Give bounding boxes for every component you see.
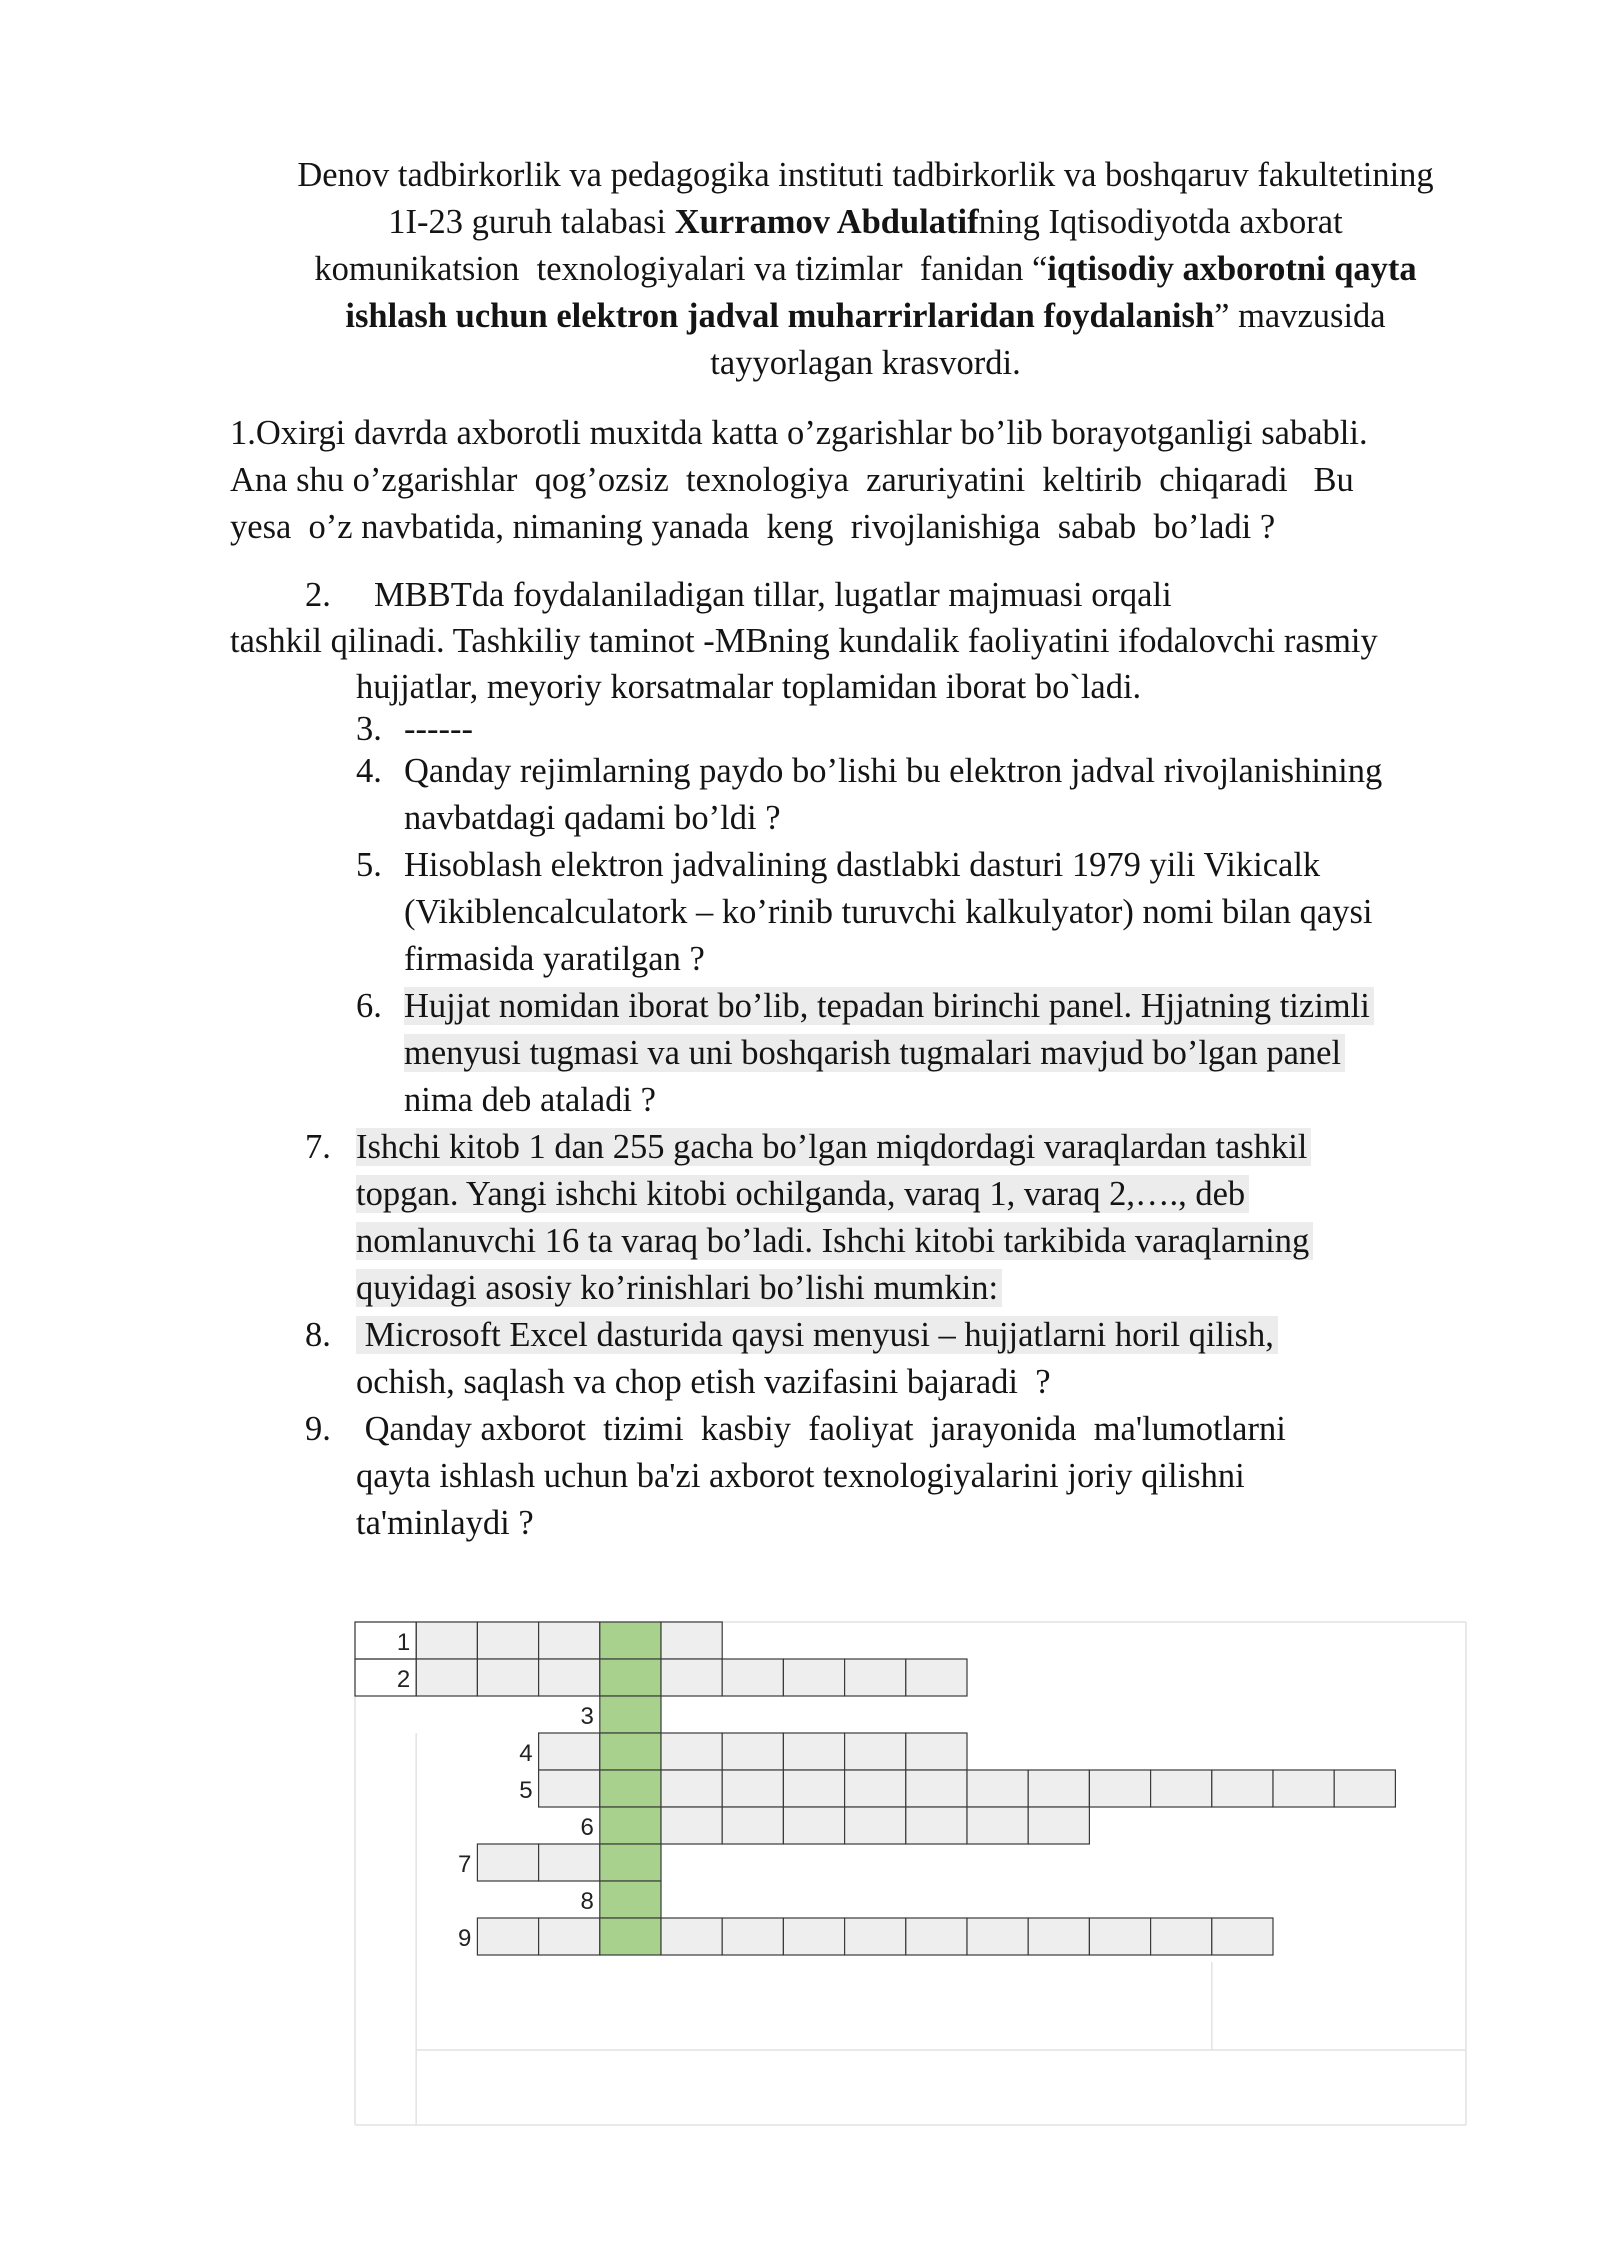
crossword-cell[interactable] <box>1089 1770 1150 1807</box>
question-3-number: 3. <box>356 710 382 748</box>
clue-number-cell <box>355 1659 416 1696</box>
clue-number-cell <box>539 1881 600 1918</box>
question-9-line: Qanday axborot tizimi kasbiy faoliyat jarayonida ma'lumotlarni <box>356 1410 1286 1448</box>
question-8-line: ochish, saqlash va chop etish vazifasini bajaradi ? <box>356 1363 1051 1401</box>
crossword-cell[interactable] <box>661 1918 722 1955</box>
crossword-key-cell[interactable] <box>600 1696 661 1733</box>
clue-number-cell <box>416 1844 477 1881</box>
crossword-cell[interactable] <box>539 1659 600 1696</box>
crossword-cell[interactable] <box>783 1659 844 1696</box>
crossword-cell[interactable] <box>661 1659 722 1696</box>
title-line-4 <box>0 293 1600 339</box>
crossword-cell[interactable] <box>661 1622 722 1659</box>
question-6-number: 6. <box>356 987 382 1025</box>
crossword-cell[interactable] <box>1212 1770 1273 1807</box>
question-1-line: yesa o’z navbatida, nimaning yanada keng rivojlanishiga sabab bo’ladi ? <box>230 508 1276 546</box>
question-5-number: 5. <box>356 846 382 884</box>
crossword-cell[interactable] <box>1334 1770 1395 1807</box>
crossword-cell[interactable] <box>416 1622 477 1659</box>
crossword-cell[interactable] <box>661 1733 722 1770</box>
title-text: ning Iqtisodiyotda axborat <box>978 203 1343 241</box>
title-line-2 <box>0 199 1600 245</box>
crossword-cell[interactable] <box>477 1659 538 1696</box>
crossword-cell[interactable] <box>1028 1770 1089 1807</box>
question-5-line: firmasida yaratilgan ? <box>404 940 705 978</box>
question-2-line: tashkil qilinadi. Tashkiliy taminot -MBning kundalik faoliyatini ifodalovchi rasmiy <box>230 622 1378 660</box>
crossword-cell[interactable] <box>477 1844 538 1881</box>
crossword-cell[interactable] <box>722 1659 783 1696</box>
crossword-cell[interactable] <box>722 1770 783 1807</box>
topic-bold: iqtisodiy axborotni qayta <box>1047 250 1417 288</box>
crossword-cell[interactable] <box>967 1918 1028 1955</box>
title-text: 1I-23 guruh talabasi <box>388 203 675 241</box>
clue-number-cell <box>539 1807 600 1844</box>
crossword-cell[interactable] <box>845 1733 906 1770</box>
title-line-1: Denov tadbirkorlik va pedagogika instituti tadbirkorlik va boshqaruv fakultetining <box>297 156 1434 194</box>
clue-number-cell <box>539 1696 600 1733</box>
crossword-cell[interactable] <box>477 1622 538 1659</box>
title-line-5: tayyorlagan krasvordi. <box>710 344 1021 382</box>
question-9-line: ta'minlaydi ? <box>356 1504 534 1542</box>
clue-number: 2 <box>396 1666 411 1693</box>
crossword-key-cell[interactable] <box>600 1807 661 1844</box>
crossword-cell[interactable] <box>539 1622 600 1659</box>
crossword-cell[interactable] <box>845 1659 906 1696</box>
crossword-cell[interactable] <box>906 1770 967 1807</box>
crossword-cell[interactable] <box>906 1807 967 1844</box>
question-1-line: Ana shu o’zgarishlar qog’ozsiz texnologiya zaruriyatini keltirib chiqaradi Bu <box>230 461 1354 499</box>
question-6-line: menyusi tugmasi va uni boshqarish tugmalari mavjud bo’lgan panel <box>404 1034 1345 1072</box>
question-6-line: nima deb ataladi ? <box>404 1081 656 1119</box>
crossword-cell[interactable] <box>722 1733 783 1770</box>
question-9-line: qayta ishlash uchun ba'zi axborot texnologiyalarini joriy qilishni <box>356 1457 1245 1495</box>
question-8-number: 8. <box>305 1316 331 1354</box>
crossword-cell[interactable] <box>539 1770 600 1807</box>
question-4-line: Qanday rejimlarning paydo bo’lishi bu elektron jadval rivojlanishining <box>404 752 1383 790</box>
crossword-cell[interactable] <box>967 1770 1028 1807</box>
crossword-cell[interactable] <box>783 1918 844 1955</box>
clue-number-cell <box>477 1733 538 1770</box>
question-7-line: nomlanuvchi 16 ta varaq bo’ladi. Ishchi kitobi tarkibida varaqlarning <box>356 1222 1313 1260</box>
question-7-number: 7. <box>305 1128 331 1166</box>
question-5-line: (Vikiblencalculatork – ko’rinib turuvchi kalkulyator) nomi bilan qaysi <box>404 893 1373 931</box>
crossword-key-cell[interactable] <box>600 1770 661 1807</box>
author-name: Xurramov Abdulatif <box>674 203 979 241</box>
crossword-cell[interactable] <box>416 1659 477 1696</box>
question-2-line: hujjatlar, meyoriy korsatmalar toplamidan iborat bo`ladi. <box>356 668 1142 706</box>
crossword-cell[interactable] <box>845 1770 906 1807</box>
question-2-number: 2. <box>305 576 331 614</box>
crossword-cell[interactable] <box>783 1733 844 1770</box>
clue-number: 7 <box>458 1851 472 1878</box>
clue-number-cell <box>355 1622 416 1659</box>
clue-number: 5 <box>519 1777 533 1804</box>
crossword-cell[interactable] <box>1151 1918 1212 1955</box>
crossword-cell[interactable] <box>967 1807 1028 1844</box>
crossword-cell[interactable] <box>477 1918 538 1955</box>
crossword-cell[interactable] <box>722 1807 783 1844</box>
crossword-key-cell[interactable] <box>600 1622 661 1659</box>
crossword-cell[interactable] <box>1151 1770 1212 1807</box>
crossword-cell[interactable] <box>661 1770 722 1807</box>
crossword-cell[interactable] <box>783 1770 844 1807</box>
crossword-cell[interactable] <box>783 1807 844 1844</box>
question-8-line: Microsoft Excel dasturida qaysi menyusi – hujjatlarni horil qilish, <box>356 1316 1278 1354</box>
clue-number: 4 <box>519 1740 533 1767</box>
question-5-line: Hisoblash elektron jadvalining dastlabki dasturi 1979 yili Vikicalk <box>404 846 1321 884</box>
clue-number: 1 <box>396 1629 411 1656</box>
crossword-cell[interactable] <box>539 1844 600 1881</box>
crossword-cell[interactable] <box>845 1918 906 1955</box>
crossword-cell[interactable] <box>906 1659 967 1696</box>
crossword-cell[interactable] <box>661 1807 722 1844</box>
crossword-cell[interactable] <box>539 1918 600 1955</box>
crossword-cell[interactable] <box>906 1918 967 1955</box>
question-6-line: Hujjat nomidan iborat bo’lib, tepadan birinchi panel. Hjjatning tizimli <box>404 987 1374 1025</box>
question-4-line: navbatdagi qadami bo’ldi ? <box>404 799 781 837</box>
question-9-number: 9. <box>305 1410 331 1448</box>
clue-number: 3 <box>580 1703 594 1730</box>
title-text: ” mavzusida <box>1214 297 1386 335</box>
clue-number-cell <box>477 1770 538 1807</box>
crossword-key-cell[interactable] <box>600 1844 661 1881</box>
clue-number: 6 <box>580 1814 594 1841</box>
crossword-cell[interactable] <box>1089 1918 1150 1955</box>
clue-number: 9 <box>458 1925 472 1952</box>
question-7-line: Ishchi kitob 1 dan 255 gacha bo’lgan miqdordagi varaqlardan tashkil <box>356 1128 1311 1166</box>
crossword-cell[interactable] <box>1212 1918 1273 1955</box>
crossword-cell[interactable] <box>1028 1918 1089 1955</box>
topic-bold: ishlash uchun elektron jadval muharrirlaridan foydalanish <box>345 297 1215 335</box>
question-2-line: MBBTda foydalaniladigan tillar, lugatlar majmuasi orqali <box>374 576 1172 614</box>
crossword-cell[interactable] <box>906 1733 967 1770</box>
question-1-line: 1.Oxirgi davrda axborotli muxitda katta o’zgarishlar bo’lib borayotganligi sababli. <box>230 414 1368 452</box>
crossword-cell[interactable] <box>539 1733 600 1770</box>
clue-number: 8 <box>580 1888 594 1915</box>
clue-number-cell <box>416 1918 477 1955</box>
question-7-line: quyidagi asosiy ko’rinishlari bo’lishi mumkin: <box>356 1269 1002 1307</box>
title-text: komunikatsion texnologiyalari va tizimlar fanidan “ <box>314 250 1048 288</box>
crossword-key-cell[interactable] <box>600 1881 661 1918</box>
title-line-3 <box>0 246 1600 292</box>
crossword-cell[interactable] <box>722 1918 783 1955</box>
crossword-key-cell[interactable] <box>600 1659 661 1696</box>
question-3-line: ------ <box>404 710 473 748</box>
crossword-cell[interactable] <box>845 1807 906 1844</box>
question-4-number: 4. <box>356 752 382 790</box>
crossword-key-cell[interactable] <box>600 1733 661 1770</box>
crossword-key-cell[interactable] <box>600 1918 661 1955</box>
crossword-cell[interactable] <box>1028 1807 1089 1844</box>
question-7-line: topgan. Yangi ishchi kitobi ochilganda, varaq 1, varaq 2,…., deb <box>356 1175 1249 1213</box>
crossword-cell[interactable] <box>1273 1770 1334 1807</box>
